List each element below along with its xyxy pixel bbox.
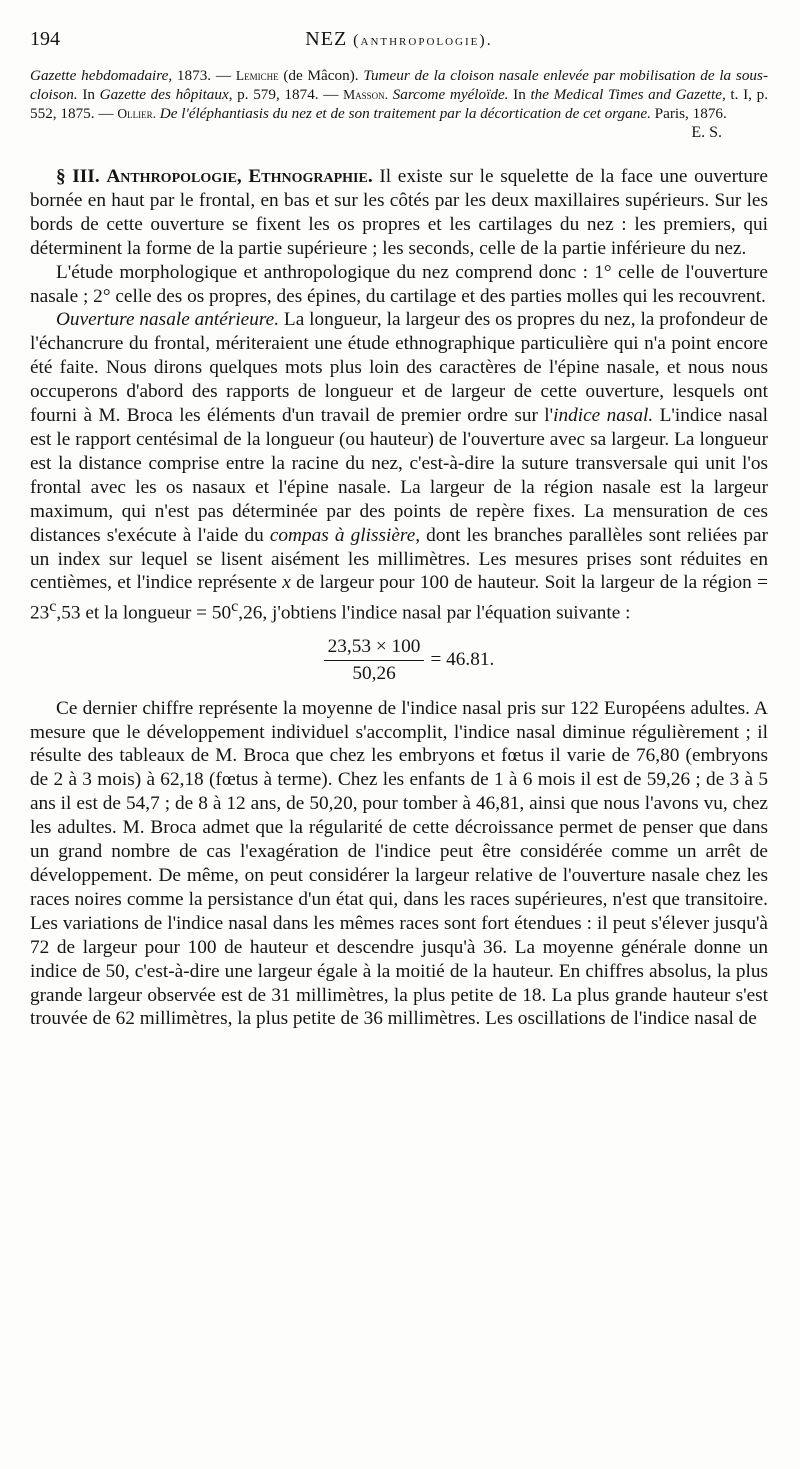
paragraph-final: Ce dernier chiffre représente la moyenne de l'indice nasal pris sur 122 Européens adultes. A mesure que le développement individuel s'accomplit, l'indice nasal diminue régulièrement ; il résulte des tableaux de M. Broca que chez les embryons et fœtus il varie de 76,80 (embryons de 2 à 3 mois) à 62,18 (fœtus à terme). Chez les enfants de 1 à 6 mois il est de 59,26 ; de 3 à 5 ans il est de 54,7 ; de 8 à 12 ans, de 50,20, pour tomber à 46,81, ainsi que nous l'avons vu, chez les adultes. M. Broca admet que la régularité de cette décroissance permet de penser que dans un grand nombre de cas l'exagération de l'indice peut être considérée comme un arrêt de développement. De même, on peut considérer la largeur relative de l'ouverture nasale chez les races noires comme la persistance d'un état qui, dans les races supérieures, n'est que transitoire. Les variations de l'indice nasal dans les mêmes races sont fort étendues : il peut s'élever jusqu'à 72 de largeur pour 100 de hauteur et descendre jusqu'à 36. La moyenne générale donne un indice de 50, c'est-à-dire une largeur égale à la moitié de la hauteur. En chiffres absolus, la plus grande largeur observée est de 31 millimètres, la plus petite de 18. La plus grande hauteur s'est trouvée de 62 millimètres, la plus petite de 36 millimètres. Les oscillations de l'indice nasal de [30,697,768,1030]
bib-journal: Gazette hebdomadaire, [30,67,173,84]
paragraph-study: L'étude morphologique et anthropologique du nez comprend donc : 1° celle de l'ouverture nasale ; 2° celle des os propres, des épines, du cartilage et des parties molles qui les recouvrent. [30,261,768,307]
page [30,28,768,1031]
paragraph-ouverture [30,308,768,625]
bib-author: Ollier. [117,106,156,121]
fraction [324,636,425,685]
section-heading [56,166,373,187]
paragraph-text: dont les branches parallèles sont reliées par un index sur lequel se lisent aisément les millimètres. Les mesures prises sont réduites en centièmes, et l'indice représente [30,524,768,594]
variable-x: x [282,572,291,594]
subsection-title: Ouverture nasale antérieure. [56,309,280,331]
bib-journal: Gazette des hôpitaux, [99,86,233,103]
running-title-main: NEZ [305,28,348,50]
bib-title: De l'éléphantiasis du nez et de son traitement par la décortication de cet organe. [155,105,651,122]
paragraph-text: L'indice nasal est le rapport centésimal de la longueur (ou hauteur) de l'ouverture avec sa largeur. La longueur est la distance comprise entre la racine du nez, c'est-à-dire la suture transversale qui unit l'os frontal avec les os nasaux et l'épine nasale. La largeur de la région nasale est la largeur maximum, qui n'est pas déterminée par des points de repère fixes. La mensuration de ces distances s'exécute à l'aide du [30,405,768,546]
bib-author: Masson. [343,87,388,102]
running-title [30,28,768,51]
term-italic: compas à glissière, [269,524,421,546]
section-marker: § III. [56,166,100,187]
bib-author: Lemiche [235,68,279,83]
bib-journal: the Medical Times and Gazette, [530,86,726,103]
paragraph-text: ,26, j'obtiens l'indice nasal par l'équation suivante : [238,602,631,624]
equation [30,636,768,685]
bib-text: p. 579, 1874. — [232,86,344,103]
paragraph-intro [30,165,768,261]
superscript: c [231,598,239,616]
equation-result: = 46.81. [430,649,495,671]
term-italic: indice nasal. [553,405,654,427]
author-signature: E. S. [691,124,722,141]
running-title-sub: (anthropologie). [353,32,493,49]
bib-text: (de Mâcon). [278,67,364,84]
running-header [30,28,768,56]
paragraph-text: La longueur, la largeur des os propres du nez, la profondeur de l'échancrure du frontal, mériteraient une étude ethnographique particulière qui n'a point encore été faite. Nous dirons quelques mots plus loin des caractères de l'épine nasale, et nous nous occuperons d'abord des rapports de longueur et de largeur de cette ouverture, lesquels ont fourni à M. Broca les éléments d'un travail de premier ordre sur l' [30,309,768,427]
numerator: 23,53 × 100 [324,636,425,661]
paragraph-text: de largeur pour 100 de hauteur. Soit la largeur de la région = 23 [30,572,768,624]
bib-text: 1873. — [172,67,236,84]
section-title: Anthropologie, Ethnographie. [106,166,373,187]
section-anthropologie [30,165,768,626]
paragraph-text: Il existe sur le squelette de la face une ouverture bornée en haut par le frontal, en bas et sur les côtés par les deux maxillaires supérieurs. Sur les bords de cette ouverture se fixent les os propres et les cartilages du nez : les premiers, qui déterminent la forme de la partie supérieure ; les seconds, celle de la partie inférieure du nez. [30,166,768,259]
denominator: 50,26 [352,662,396,684]
bib-text: In [77,86,100,103]
bib-text: t. I, p. 552, 1875. — [30,86,768,122]
page-number: 194 [30,28,60,50]
paragraph-text: ,53 et la longueur = 50 [56,602,232,624]
bib-title: Tumeur de la cloison nasale enlevée par mobilisation de la sous-cloison. [30,67,768,103]
bibliography-block [30,66,768,123]
bib-text: Paris, 1876. [650,105,727,122]
bib-text: In [508,86,531,103]
superscript: c [49,598,57,616]
bib-title: Sarcome myéloïde. [387,86,509,103]
